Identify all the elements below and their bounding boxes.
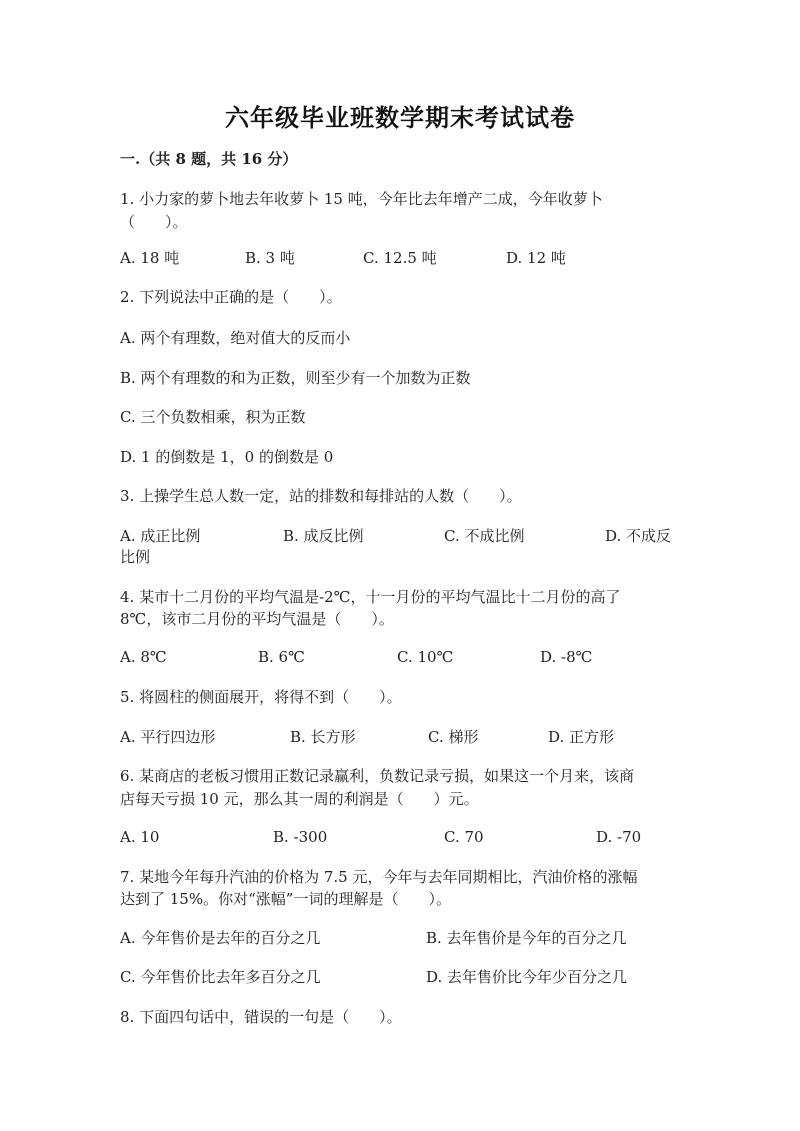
question-1-option-d: D. 12 吨 [506,249,566,267]
question-6-text: 6. 某商店的老板习惯用正数记录赢利，负数记录亏损，如果这一个月来，该商 [120,767,635,785]
question-5-option-d: D. 正方形 [548,728,615,746]
question-1-option-b: B. 3 吨 [245,249,295,267]
question-4-option-a: A. 8℃ [120,648,167,666]
exam-title: 六年级毕业班数学期末考试试卷 [225,103,575,132]
question-5-option-c: C. 梯形 [428,728,479,746]
question-3-option-d: D. 不成反 [605,527,672,545]
question-2-text: 2. 下列说法中正确的是（ ）。 [120,288,342,306]
question-3-option-a: A. 成正比例 [120,527,201,545]
question-5-text: 5. 将圆柱的侧面展开，将得不到（ ）。 [120,688,402,706]
question-2-option-b: B. 两个有理数的和为正数，则至少有一个加数为正数 [120,369,471,387]
question-1-option-c: C. 12.5 吨 [363,249,437,267]
question-6-option-b: B. -300 [273,828,328,846]
question-2-option-a: A. 两个有理数，绝对值大的反而小 [120,329,351,347]
question-4-text-cont: 8℃，该市二月份的平均气温是（ ）。 [120,610,394,628]
question-7-text: 7. 某地今年每升汽油的价格为 7.5 元，今年与去年同期相比，汽油价格的涨幅 [120,868,638,886]
question-4-option-c: C. 10℃ [397,648,454,666]
question-5-option-a: A. 平行四边形 [120,728,216,746]
question-3-text: 3. 上操学生总人数一定，站的排数和每排站的人数（ ）。 [120,487,522,505]
question-7-option-a: A. 今年售价是去年的百分之几 [120,929,321,947]
question-5-option-b: B. 长方形 [290,728,356,746]
question-7-text-cont: 达到了 15%。你对“涨幅”一词的理解是（ ）。 [120,890,451,908]
question-6-option-a: A. 10 [120,828,160,846]
question-6-option-c: C. 70 [444,828,484,846]
question-7-option-b: B. 去年售价是今年的百分之几 [426,929,627,947]
section-heading: 一.（共 8 题，共 16 分） [120,150,298,168]
question-3-option-d-wrap: 比例 [120,548,151,566]
question-4-text: 4. 某市十二月份的平均气温是-2℃，十一月份的平均气温比十二月份的高了 [120,588,621,606]
question-2-option-d: D. 1 的倒数是 1，0 的倒数是 0 [120,448,334,466]
question-1-text-cont: （ ）。 [120,213,188,231]
question-6-text-cont: 店每天亏损 10 元，那么其一周的利润是（ ）元。 [120,790,479,808]
question-4-option-d: D. -8℃ [540,648,593,666]
question-7-option-d: D. 去年售价比今年少百分之几 [426,968,628,986]
question-1-option-a: A. 18 吨 [120,249,180,267]
question-2-option-c: C. 三个负数相乘，积为正数 [120,408,306,426]
question-1-text: 1. 小力家的萝卜地去年收萝卜 15 吨，今年比去年增产二成，今年收萝卜 [120,190,603,208]
question-3-option-c: C. 不成比例 [444,527,525,545]
question-7-option-c: C. 今年售价比去年多百分之几 [120,968,321,986]
question-4-option-b: B. 6℃ [258,648,305,666]
question-3-option-b: B. 成反比例 [283,527,364,545]
question-8-text: 8. 下面四句话中，错误的一句是（ ）。 [120,1008,402,1026]
question-6-option-d: D. -70 [596,828,642,846]
